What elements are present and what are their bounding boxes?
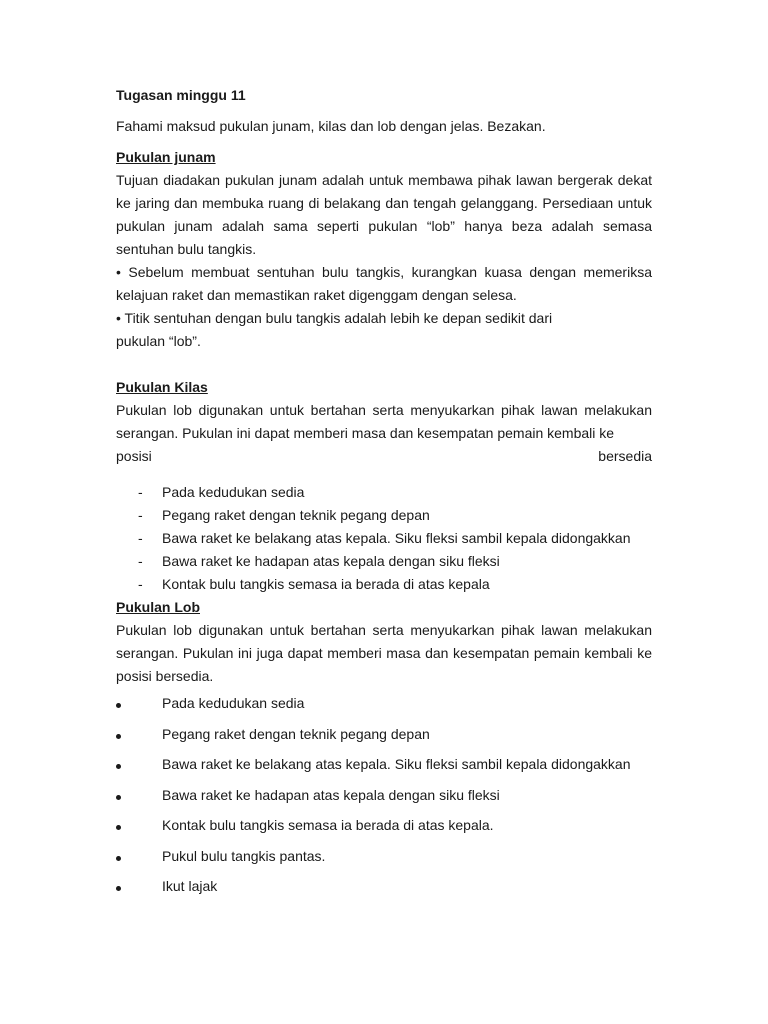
bullet-dot-icon <box>116 734 121 739</box>
kilas-paragraph: Pukulan lob digunakan untuk bertahan serta menyukarkan pihak lawan melakukan serangan. Pukulan ini dapat memberi masa dan kesempatan pemain kembali ke <box>116 402 652 441</box>
list-item <box>116 753 652 776</box>
kilas-paragraph-last-line: posisi bersedia <box>116 448 652 464</box>
bullet-dot-icon <box>116 886 121 891</box>
heading-pukulan-kilas: Pukulan Kilas <box>116 379 208 395</box>
junam-bullet-2-line-1: • Titik sentuhan dengan bulu tangkis adalah lebih ke depan sedikit dari <box>116 310 553 326</box>
bullet-dot-icon <box>116 856 121 861</box>
list-item <box>116 723 652 746</box>
list-item-text: Kontak bulu tangkis semasa ia berada di atas kepala. <box>162 817 494 833</box>
document-page <box>116 84 652 906</box>
lob-paragraph: Pukulan lob digunakan untuk bertahan serta menyukarkan pihak lawan melakukan serangan. Pukulan ini juga dapat memberi masa dan kesempatan pemain kembali ke posisi bersedia. <box>116 622 652 684</box>
list-item <box>116 692 652 715</box>
list-item <box>116 814 652 837</box>
list-item <box>116 845 652 868</box>
bullet-dot-icon <box>116 795 121 800</box>
lob-steps-list <box>116 692 652 898</box>
list-item-text: Kontak bulu tangkis semasa ia berada di atas kepala <box>162 576 490 592</box>
list-item <box>116 481 652 504</box>
dash-marker: - <box>138 484 143 500</box>
bullet-dot-icon <box>116 825 121 830</box>
dash-marker: - <box>138 576 143 592</box>
list-item-text: Bawa raket ke hadapan atas kepala dengan siku fleksi <box>162 553 500 569</box>
list-item-text: Pada kedudukan sedia <box>162 695 305 711</box>
list-item-text: Ikut lajak <box>162 878 218 894</box>
junam-paragraph: Tujuan diadakan pukulan junam adalah untuk membawa pihak lawan bergerak dekat ke jaring dan membuka ruang di belakang dan tengah gelanggang. Persediaan untuk pukulan junam adalah sama seperti pukulan “lob” hanya beza adalah semasa sentuhan bulu tangkis. <box>116 172 652 257</box>
list-item-text: Pukul bulu tangkis pantas. <box>162 847 326 864</box>
dash-marker: - <box>138 553 143 569</box>
list-item <box>116 573 652 596</box>
list-item <box>116 504 652 527</box>
junam-bullet-2-line-2: pukulan “lob”. <box>116 333 201 349</box>
kilas-steps-list <box>116 481 652 596</box>
dash-marker: - <box>138 507 143 523</box>
intro-text: Fahami maksud pukulan junam, kilas dan lob dengan jelas. Bezakan. <box>116 118 546 134</box>
bullet-dot-icon <box>116 703 121 708</box>
junam-bullet-1: • Sebelum membuat sentuhan bulu tangkis, kurangkan kuasa dengan memeriksa kelajuan raket dan memastikan raket digenggam dengan selesa. <box>116 264 652 303</box>
heading-pukulan-junam: Pukulan junam <box>116 149 216 165</box>
dash-marker: - <box>138 530 143 546</box>
list-item-text: Pegang raket dengan teknik pegang depan <box>162 725 430 742</box>
list-item <box>116 527 652 550</box>
list-item <box>116 784 652 807</box>
document-title: Tugasan minggu 11 <box>116 87 246 103</box>
bullet-dot-icon <box>116 764 121 769</box>
list-item-text: Pegang raket dengan teknik pegang depan <box>162 507 430 523</box>
list-item-text: Bawa raket ke belakang atas kepala. Siku fleksi sambil kepala didongakkan <box>162 530 631 546</box>
list-item-text: Bawa raket ke belakang atas kepala. Siku fleksi sambil kepala didongakkan <box>162 756 631 772</box>
list-item-text: Bawa raket ke hadapan atas kepala dengan siku fleksi <box>162 786 500 803</box>
heading-pukulan-lob: Pukulan Lob <box>116 599 200 615</box>
list-item-text: Pada kedudukan sedia <box>162 484 305 500</box>
list-item <box>116 550 652 573</box>
list-item <box>116 875 652 898</box>
